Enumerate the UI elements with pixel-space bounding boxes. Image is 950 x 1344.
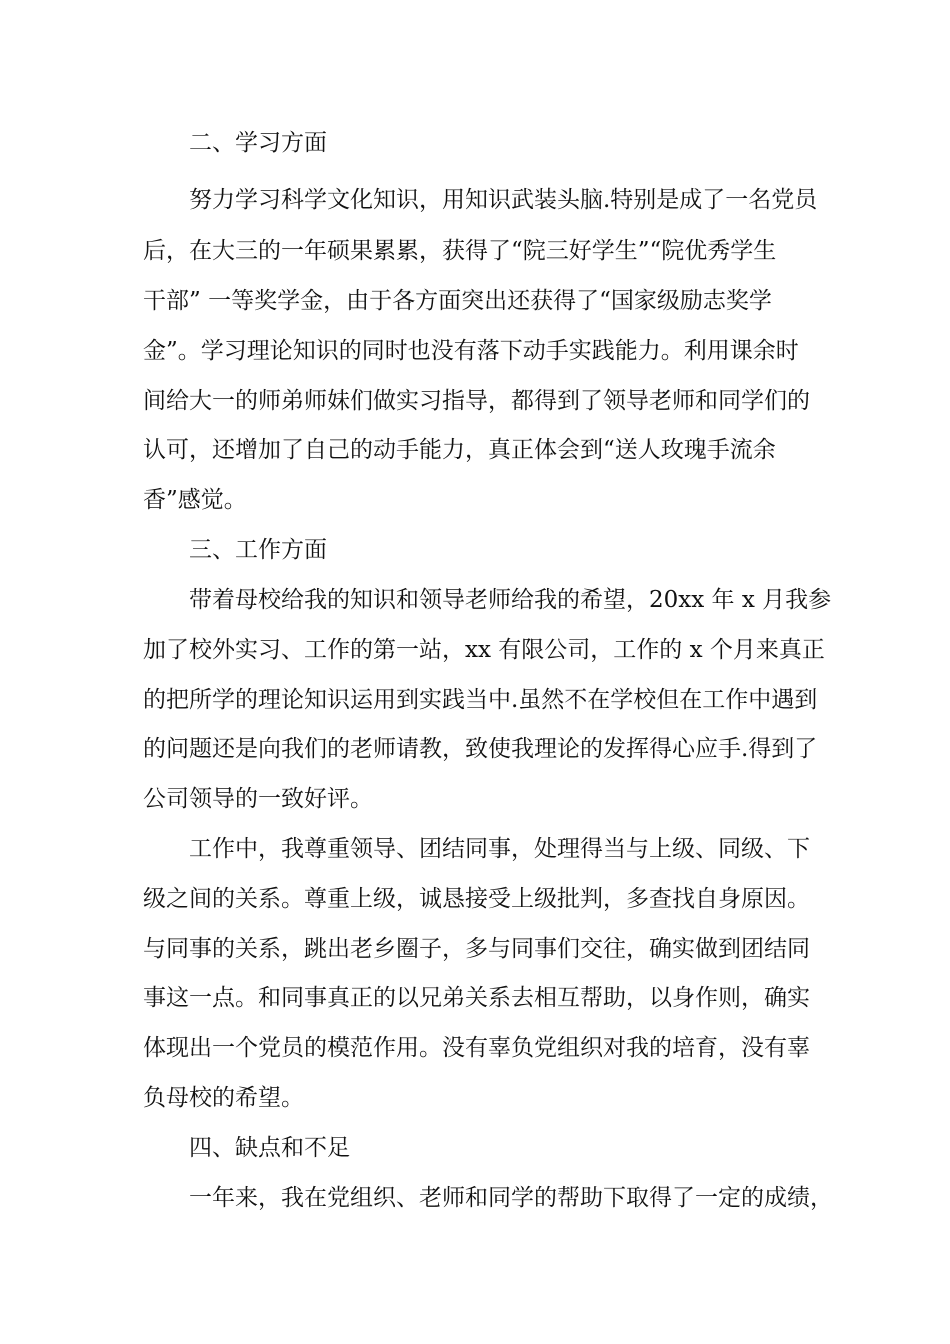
paragraph-line: 带着母校给我的知识和领导老师给我的希望，20xx 年 x 月我参: [189, 587, 832, 613]
paragraph-line: 负母校的希望。: [143, 1085, 304, 1111]
paragraph-line: 间给大一的师弟师妹们做实习指导，都得到了领导老师和同学们的: [143, 388, 810, 414]
section-heading-study: 二、学习方面: [189, 130, 327, 156]
paragraph-line: 香”感觉。: [143, 487, 247, 513]
paragraph-line: 努力学习科学文化知识，用知识武装头脑.特别是成了一名党员: [189, 187, 818, 213]
paragraph-line: 认可，还增加了自己的动手能力，真正体会到“送人玫瑰手流余: [143, 437, 776, 463]
paragraph-line: 事这一点。和同事真正的以兄弟关系去相互帮助，以身作则，确实: [143, 985, 810, 1011]
paragraph-line: 干部” 一等奖学金，由于各方面突出还获得了“国家级励志奖学: [143, 288, 772, 314]
section-heading-work: 三、工作方面: [189, 537, 327, 563]
paragraph-line: 与同事的关系，跳出老乡圈子，多与同事们交往，确实做到团结同: [143, 936, 810, 962]
paragraph-line: 后，在大三的一年硕果累累，获得了“院三好学生”“院优秀学生: [143, 238, 777, 264]
paragraph-line: 加了校外实习、工作的第一站，xx 有限公司，工作的 x 个月来真正: [143, 637, 825, 663]
paragraph-line: 金”。学习理论知识的同时也没有落下动手实践能力。利用课余时: [143, 338, 799, 364]
paragraph-line: 公司领导的一致好评。: [143, 786, 373, 812]
paragraph-line: 的把所学的理论知识运用到实践当中.虽然不在学校但在工作中遇到: [143, 687, 818, 713]
paragraph-line: 级之间的关系。尊重上级，诚恳接受上级批判，多查找自身原因。: [143, 886, 810, 912]
paragraph-line: 工作中，我尊重领导、团结同事，处理得当与上级、同级、下: [189, 836, 810, 862]
section-heading-shortcomings: 四、缺点和不足: [189, 1135, 350, 1161]
paragraph-line: 的问题还是向我们的老师请教，致使我理论的发挥得心应手.得到了: [143, 736, 818, 762]
paragraph-line: 体现出一个党员的模范作用。没有辜负党组织对我的培育，没有辜: [143, 1035, 810, 1061]
paragraph-line: 一年来，我在党组织、老师和同学的帮助下取得了一定的成绩，: [189, 1185, 833, 1211]
